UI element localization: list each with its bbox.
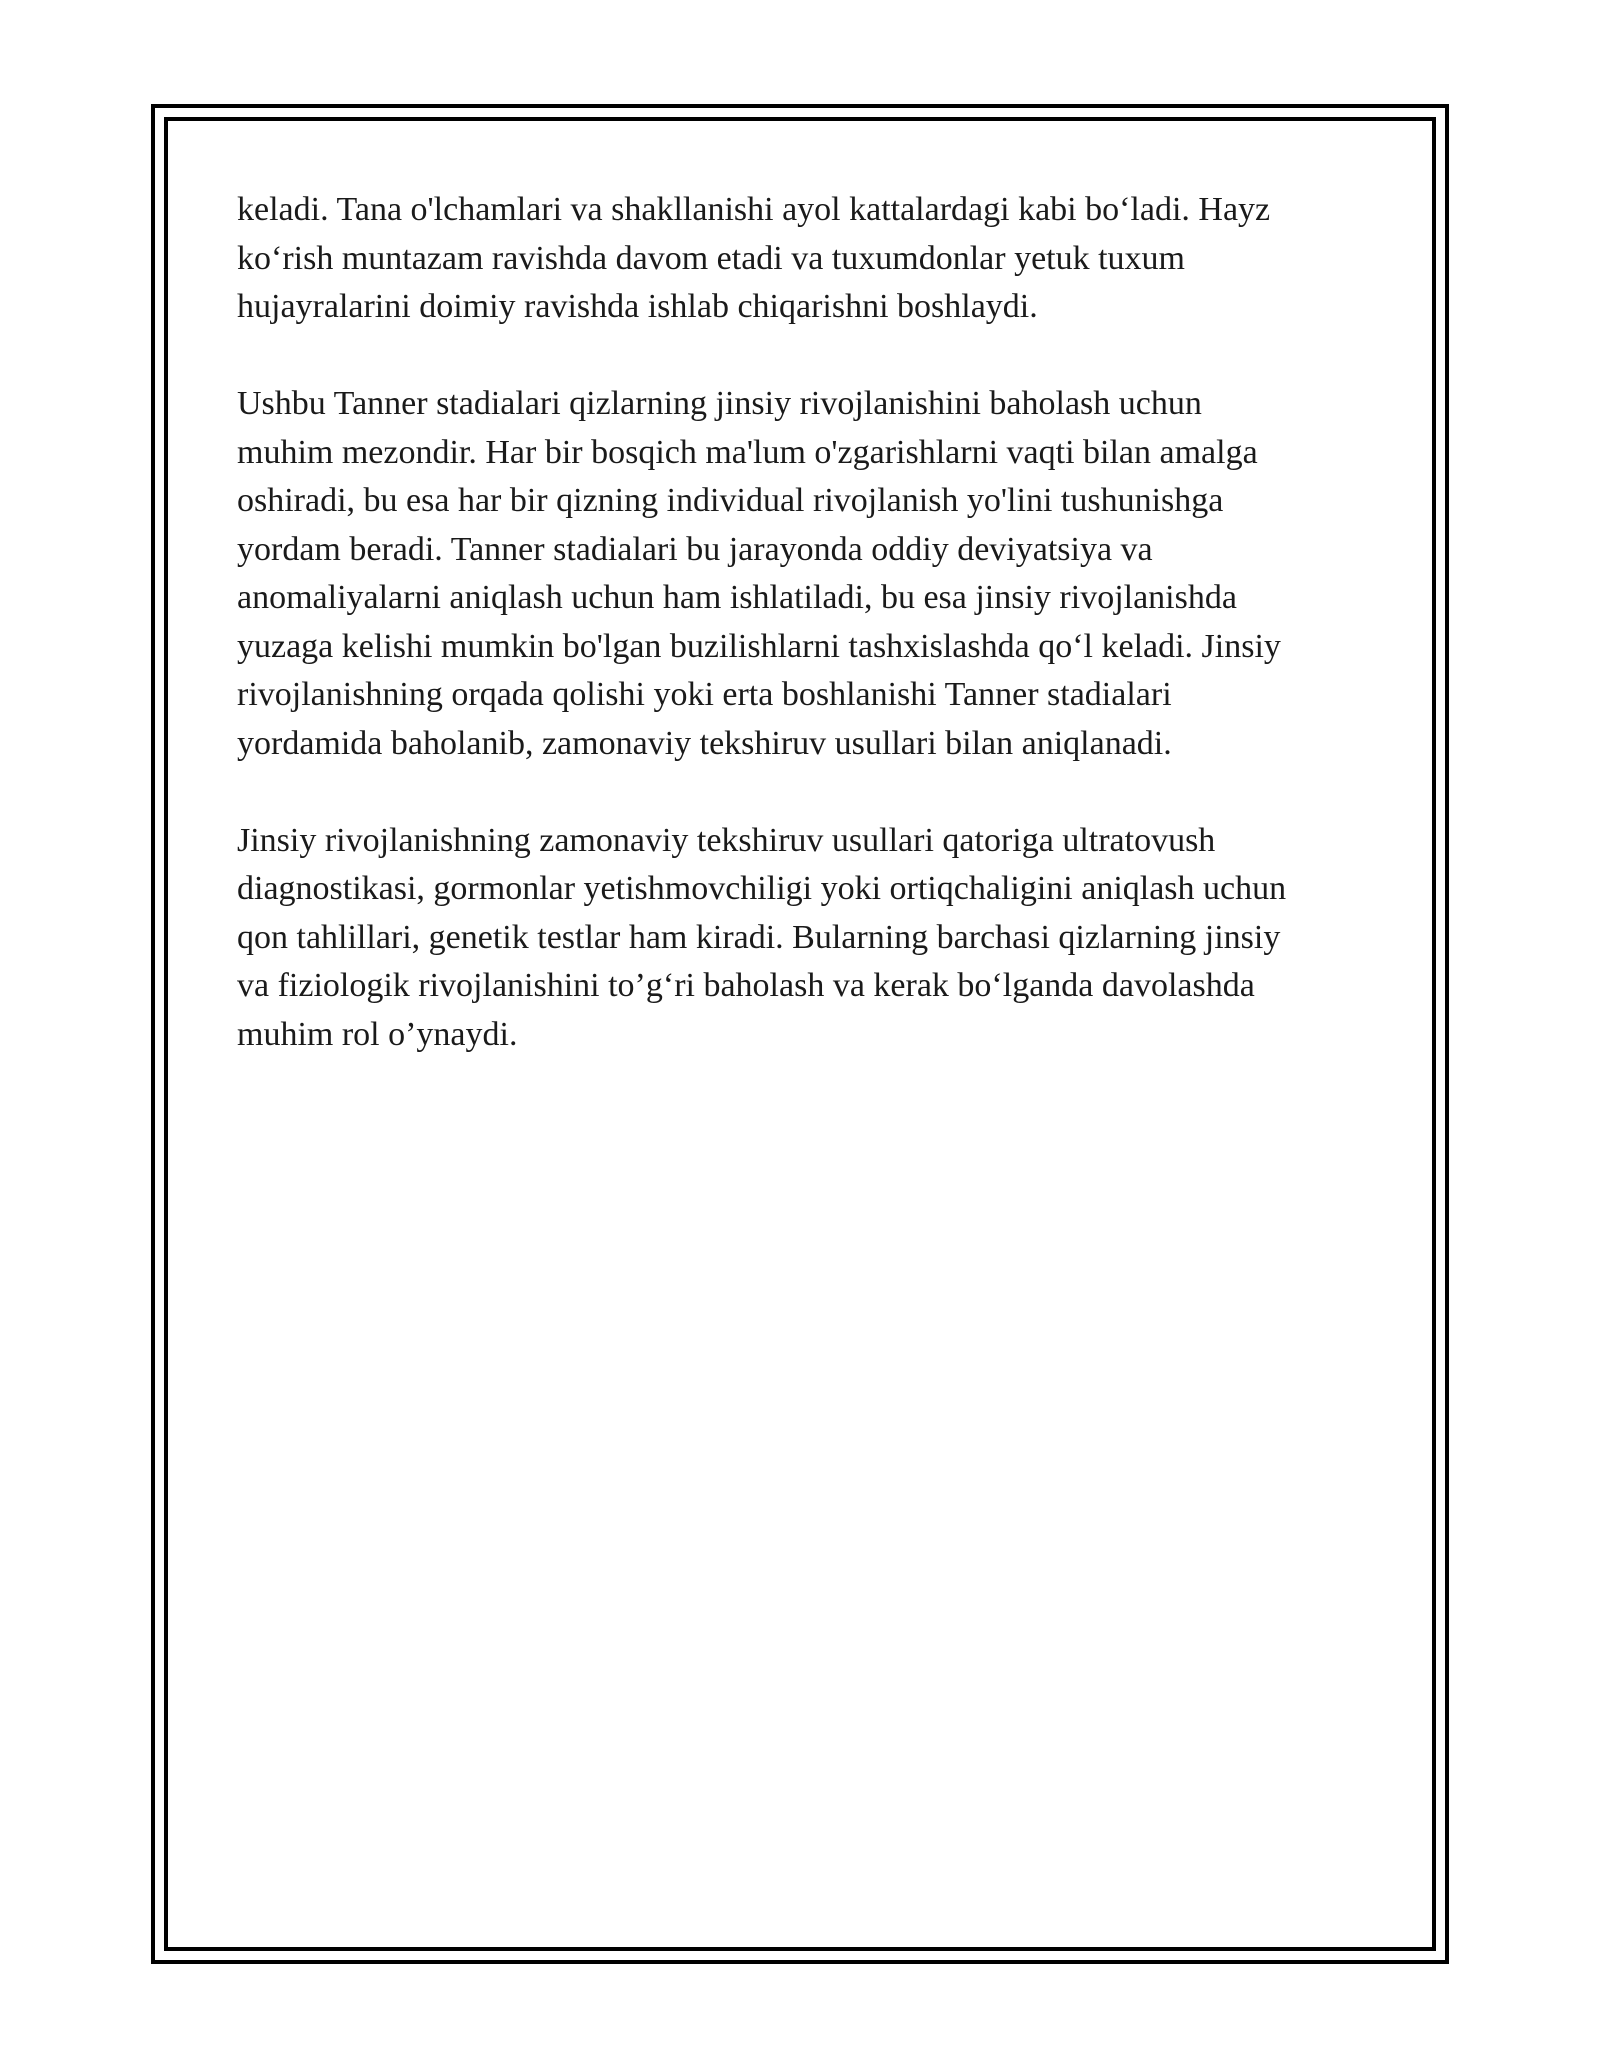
text-line: anomaliyalarni aniqlash uchun ham ishlatiladi, bu esa jinsiy rivojlanishda [237,579,1237,616]
paragraph-3 [237,817,1377,1060]
text-line: va fiziologik rivojlanishini to’g‘ri baholash va kerak bo‘lganda davolashda [237,967,1255,1004]
text-line: ko‘rish muntazam ravishda davom etadi va tuxumdonlar yetuk tuxum [237,239,1185,277]
text-line: oshiradi, bu esa har bir qizning individual rivojlanish yo'lini tushunishga [237,482,1224,519]
text-line: muhim rol o’ynaydi. [237,1015,518,1053]
text-line: rivojlanishning orqada qolishi yoki erta boshlanishi Tanner stadialari [237,676,1172,713]
text-line: yordamida baholanib, zamonaviy tekshiruv usullari bilan aniqlanadi. [237,724,1172,762]
text-line: yordam beradi. Tanner stadialari bu jarayonda oddiy deviyatsiya va [237,530,1153,568]
text-line: yuzaga kelishi mumkin bo'lgan buzilishlarni tashxislashda qo‘l keladi. Jinsiy [237,627,1281,665]
document-body [237,186,1377,1108]
paragraph-2 [237,380,1377,768]
text-line: hujayralarini doimiy ravishda ishlab chiqarishni boshlaydi. [237,288,1038,325]
text-line: keladi. Tana o'lchamlari va shakllanishi ayol kattalardagi kabi bo‘ladi. Hayz [237,191,1271,228]
text-line: Jinsiy rivojlanishning zamonaviy tekshiruv usullari qatoriga ultratovush [237,821,1216,859]
text-line: diagnostikasi, gormonlar yetishmovchiligi yoki ortiqchaligini aniqlash uchun [237,870,1287,907]
text-line: Ushbu Tanner stadialari qizlarning jinsiy rivojlanishini baholash uchun [237,385,1202,422]
text-line: muhim mezondir. Har bir bosqich ma'lum o'zgarishlarni vaqti bilan amalga [237,433,1258,471]
text-line: qon tahlillari, genetik testlar ham kiradi. Bularning barchasi qizlarning jinsiy [237,918,1281,956]
paragraph-1 [237,186,1377,332]
